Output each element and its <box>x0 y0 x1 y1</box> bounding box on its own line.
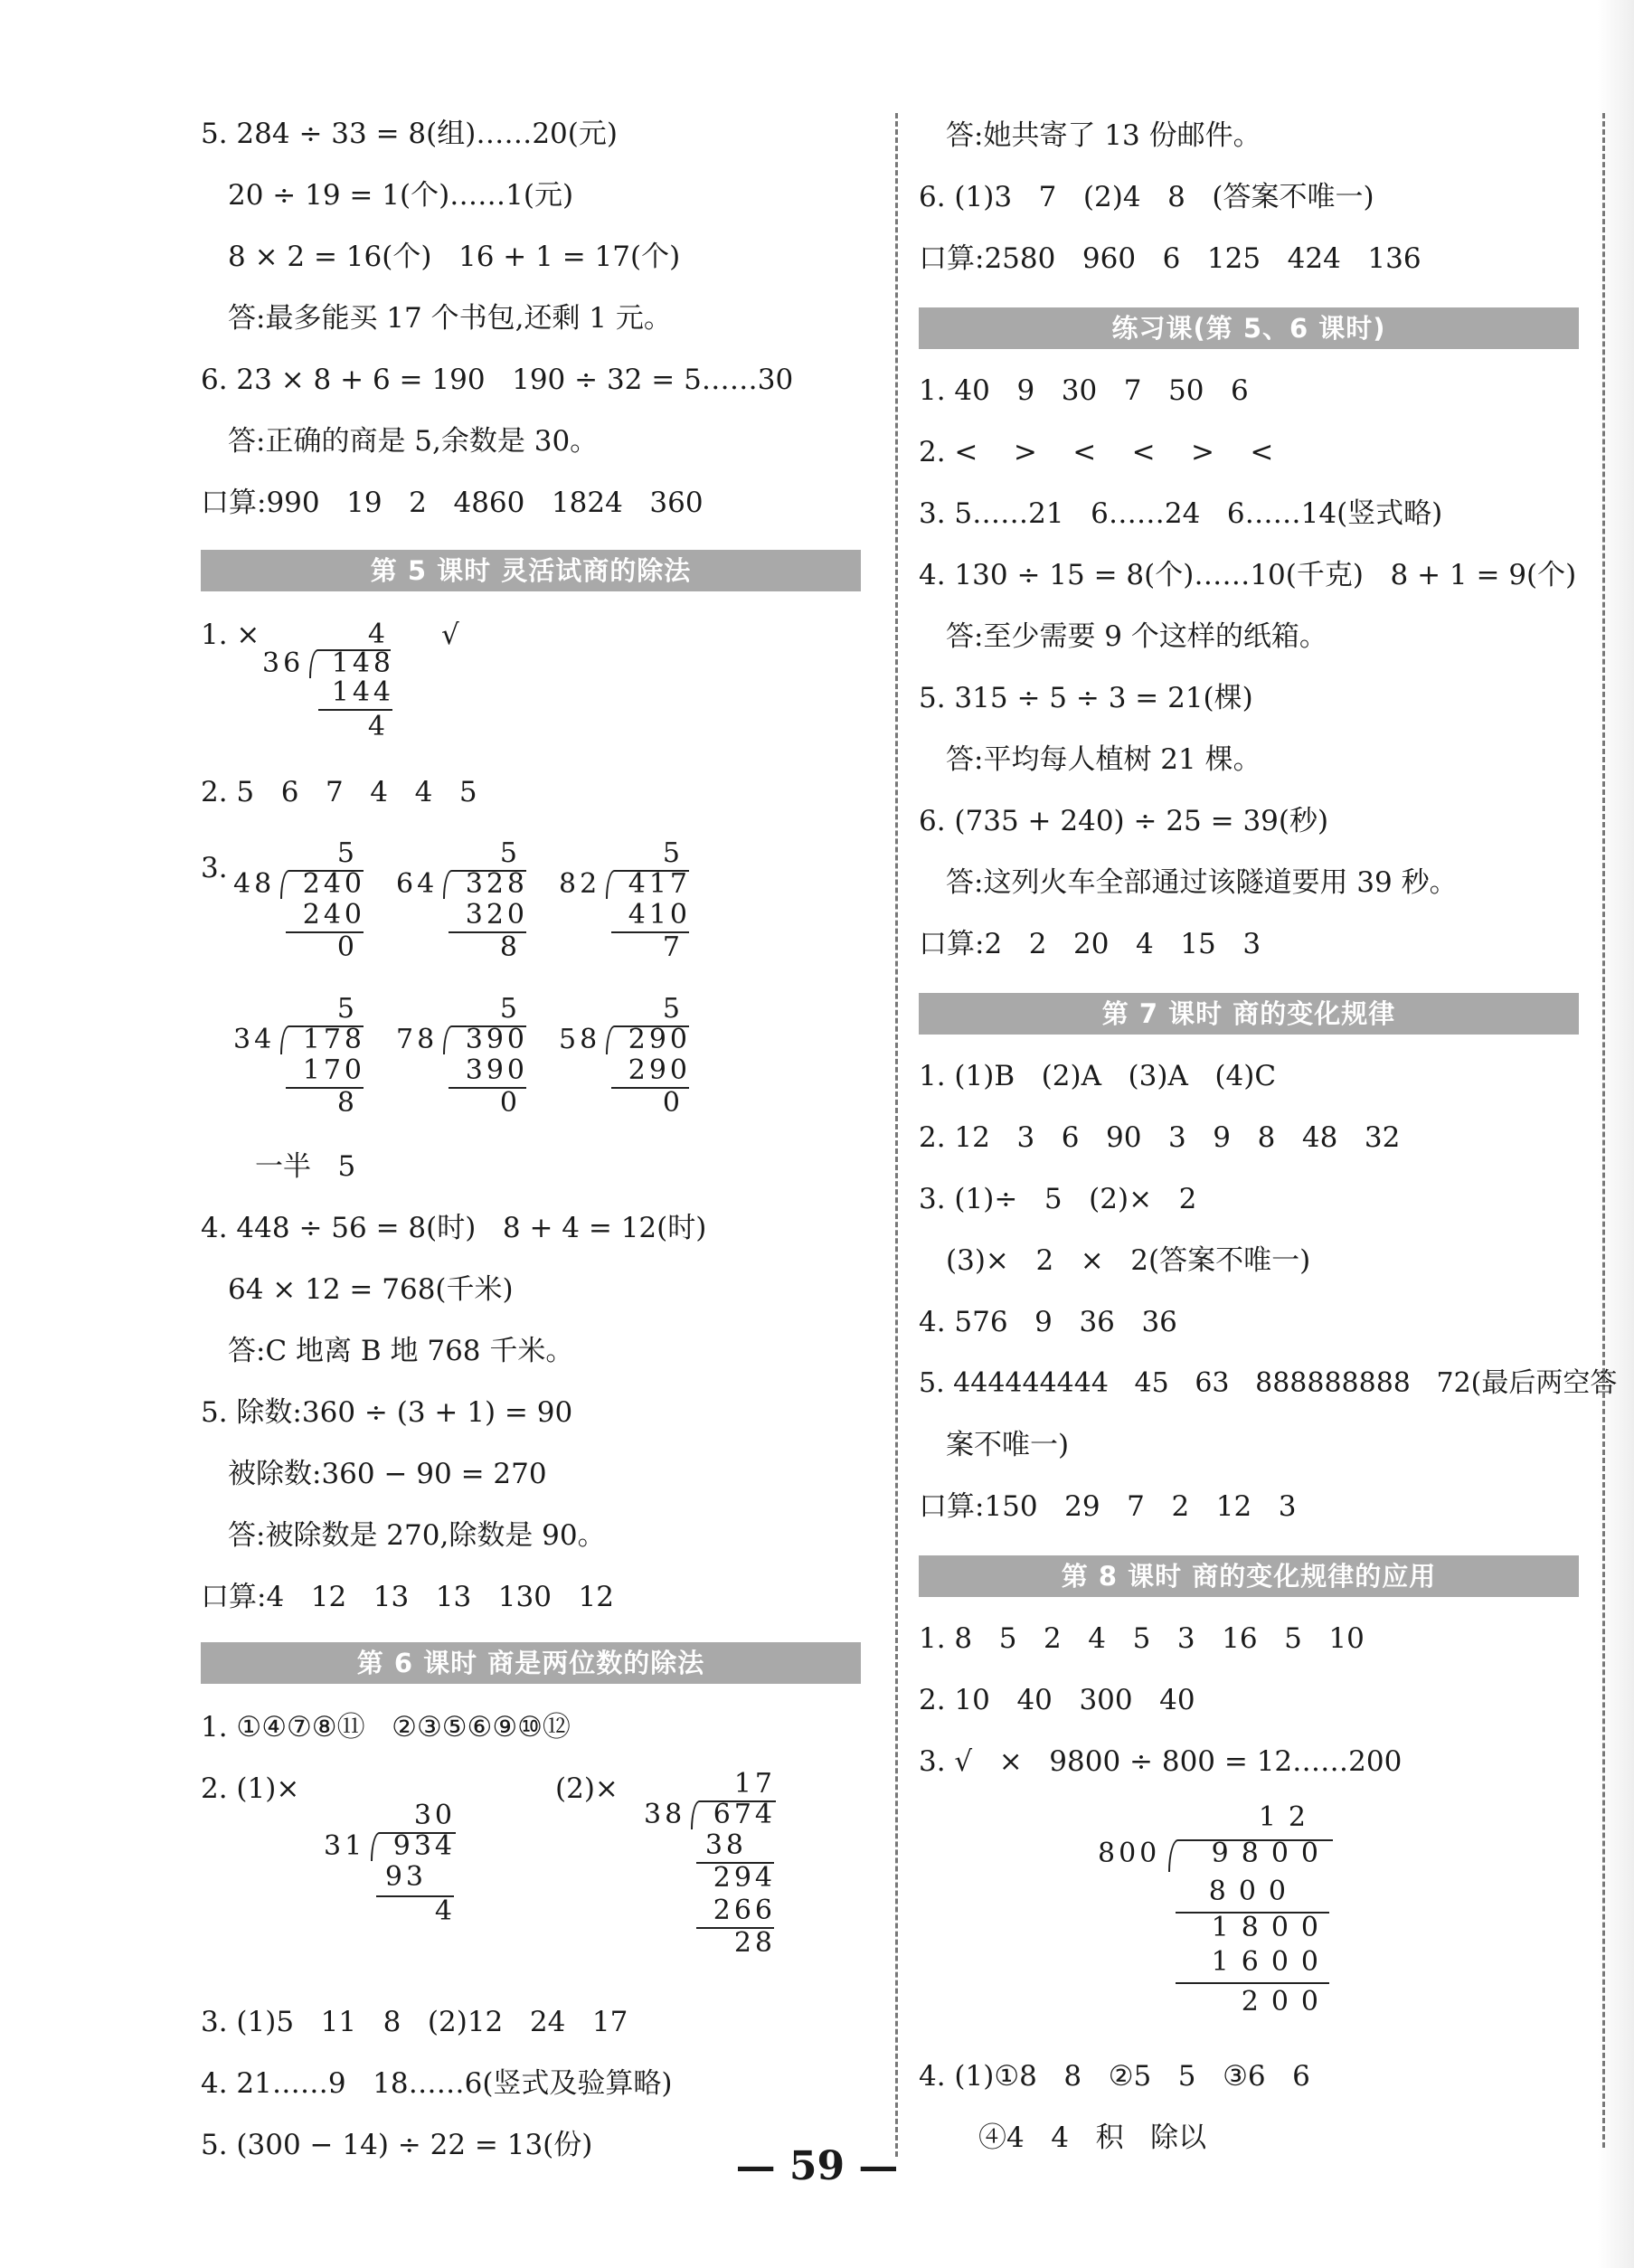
practice-line-4: 4. 130 ÷ 15 = 8(个)……10(千克) 8 + 1 = 9(个) <box>919 559 1577 591</box>
s7-line-2: 2. 12 3 6 90 3 9 8 48 32 <box>919 1121 1401 1154</box>
quotient: 12 <box>1258 1801 1318 1833</box>
practice-line-7: 答:平均每人植树 21 棵。 <box>946 743 1261 776</box>
quotient: 5 <box>336 837 358 869</box>
right-line-2: 6. (1)3 7 (2)4 8 (答案不唯一) <box>919 181 1374 213</box>
s5-q1-mark1: 1. × <box>201 619 260 651</box>
practice-line-3: 3. 5……21 6……24 6……14(竖式略) <box>919 497 1443 530</box>
remainder: 0 <box>336 931 358 963</box>
left-line-2: 20 ÷ 19 = 1(个)……1(元) <box>228 179 574 212</box>
product: 390 <box>465 1054 528 1086</box>
dividend: 290 <box>628 1024 691 1055</box>
s6-line-3: 3. (1)5 11 8 (2)12 24 17 <box>201 2006 628 2038</box>
product: 290 <box>628 1054 691 1086</box>
product: 93 <box>384 1861 427 1893</box>
s6-line-5: 5. (300 − 14) ÷ 22 = 13(份) <box>201 2129 593 2161</box>
product-2: 1600 <box>1211 1946 1331 1978</box>
section-header-lesson7: 第 7 课时 商的变化规律 <box>919 993 1579 1035</box>
divisor: 36 <box>262 647 305 679</box>
quotient: 5 <box>662 993 684 1025</box>
practice-line-5: 答:至少需要 9 个这样的纸箱。 <box>946 620 1327 653</box>
remainder-1: 294 <box>713 1862 776 1894</box>
long-division-s5-q3-5 <box>396 993 532 1123</box>
product-1: 38 <box>704 1829 747 1861</box>
quotient: 5 <box>499 837 521 869</box>
dividend: 674 <box>713 1799 776 1830</box>
dividend: 240 <box>302 868 365 900</box>
product-2: 266 <box>713 1895 776 1926</box>
remainder: 8 <box>499 931 521 963</box>
underline-2 <box>1176 1982 1329 1984</box>
right-line-1: 答:她共寄了 13 份邮件。 <box>946 119 1261 152</box>
divisor: 58 <box>559 1024 601 1055</box>
section-header-lesson8: 第 8 课时 商的变化规律的应用 <box>919 1555 1579 1597</box>
practice-line-10: 口算:2 2 20 4 15 3 <box>919 928 1261 960</box>
practice-line-6: 5. 315 ÷ 5 ÷ 3 = 21(棵) <box>919 682 1253 714</box>
long-division-s5-q3-3 <box>559 837 694 968</box>
divisor: 48 <box>233 868 276 900</box>
remainder: 4 <box>367 711 389 742</box>
dividend: 148 <box>331 647 394 679</box>
long-division-s8 <box>1098 1800 1342 2017</box>
left-line-6: 答:正确的商是 5,余数是 30。 <box>228 425 599 458</box>
left-line-4: 答:最多能买 17 个书包,还剩 1 元。 <box>228 302 672 335</box>
remainder: 0 <box>662 1087 684 1119</box>
s5-line-6: 答:C 地离 B 地 768 千米。 <box>228 1335 574 1367</box>
s6-q2-a: 2. (1)× <box>201 1772 300 1805</box>
s7-line-1: 1. (1)B (2)A (3)A (4)C <box>919 1060 1277 1092</box>
remainder: 7 <box>662 931 684 963</box>
s8-line-4: 4. (1)①8 8 ②5 5 ③6 6 <box>919 2060 1310 2093</box>
long-division-s5-q1 <box>262 619 398 749</box>
left-line-5: 6. 23 × 8 + 6 = 190 190 ÷ 32 = 5……30 <box>201 364 794 396</box>
s5-line-4: 4. 448 ÷ 56 = 8(时) 8 + 4 = 12(时) <box>201 1212 707 1244</box>
s6-q1: 1. ①④⑦⑧⑪ ②③⑤⑥⑨⑩⑫ <box>201 1711 571 1744</box>
dividend: 417 <box>628 868 691 900</box>
divisor: 78 <box>396 1024 439 1055</box>
divisor: 64 <box>396 868 439 900</box>
s6-line-4: 4. 21……9 18……6(竖式及验算略) <box>201 2067 673 2100</box>
s7-line-8: 口算:150 29 7 2 12 3 <box>919 1490 1297 1523</box>
remainder: 8 <box>336 1087 358 1119</box>
s5-line-9: 答:被除数是 270,除数是 90。 <box>228 1519 606 1552</box>
right-line-3: 口算:2580 960 6 125 424 136 <box>919 242 1421 275</box>
practice-line-1: 1. 40 9 30 7 50 6 <box>919 374 1249 407</box>
s5-line-10: 口算:4 12 13 13 130 12 <box>201 1581 614 1613</box>
remainder: 0 <box>499 1087 521 1119</box>
divisor: 31 <box>324 1830 366 1862</box>
dividend: 328 <box>465 868 528 900</box>
quotient: 4 <box>367 619 389 650</box>
dividend: 390 <box>465 1024 528 1055</box>
right-edge-divider <box>1602 113 1605 2148</box>
divisor: 800 <box>1098 1838 1161 1869</box>
remainder-2: 200 <box>1241 1986 1331 2018</box>
remainder-2: 28 <box>733 1927 776 1959</box>
divisor: 82 <box>559 868 601 900</box>
s7-line-7: 案不唯一) <box>946 1429 1070 1461</box>
product: 410 <box>628 899 691 931</box>
s5-line-7: 5. 除数:360 ÷ (3 + 1) = 90 <box>201 1396 573 1429</box>
practice-line-2: 2. < > < < > < <box>919 436 1274 468</box>
remainder: 4 <box>434 1895 456 1927</box>
s8-line-3: 3. √ × 9800 ÷ 800 = 12……200 <box>919 1745 1403 1778</box>
product: 240 <box>302 899 365 931</box>
long-division-s5-q3-2 <box>396 837 532 968</box>
s7-line-6: 5. 444444444 45 63 888888888 72(最后两空答 <box>919 1367 1618 1399</box>
s5-q3-tail: 一半 5 <box>255 1150 356 1183</box>
product-1: 800 <box>1208 1876 1299 1907</box>
practice-line-9: 答:这列火车全部通过该隧道要用 39 秒。 <box>946 866 1458 899</box>
dividend: 934 <box>392 1830 456 1862</box>
long-division-s6-a <box>324 1800 459 1926</box>
s8-line-2: 2. 10 40 300 40 <box>919 1684 1195 1716</box>
long-division-s5-q3-6 <box>559 993 694 1123</box>
quotient: 17 <box>733 1768 776 1800</box>
s5-line-5: 64 × 12 = 768(千米) <box>228 1273 514 1306</box>
s7-line-5: 4. 576 9 36 36 <box>919 1306 1177 1338</box>
long-division-s6-b <box>644 1768 779 1958</box>
long-division-s5-q3-4 <box>233 993 369 1123</box>
s7-line-4: (3)× 2 × 2(答案不唯一) <box>946 1244 1311 1277</box>
left-line-3: 8 × 2 = 16(个) 16 + 1 = 17(个) <box>228 241 681 273</box>
product: 320 <box>465 899 528 931</box>
s5-q2: 2. 5 6 7 4 4 5 <box>201 776 477 808</box>
section-header-lesson6: 第 6 课时 商是两位数的除法 <box>201 1642 861 1684</box>
section-header-lesson5: 第 5 课时 灵活试商的除法 <box>201 550 861 591</box>
product: 170 <box>302 1054 365 1086</box>
divisor: 34 <box>233 1024 276 1055</box>
quotient: 5 <box>662 837 684 869</box>
remainder-1: 1800 <box>1211 1912 1331 1943</box>
s7-line-3: 3. (1)÷ 5 (2)× 2 <box>919 1183 1197 1215</box>
practice-line-8: 6. (735 + 240) ÷ 25 = 39(秒) <box>919 805 1329 837</box>
quotient: 30 <box>413 1800 456 1831</box>
s8-line-5: ④4 4 积 除以 <box>978 2122 1207 2154</box>
page-number: — 59 — <box>735 2143 899 2189</box>
left-line-7: 口算:990 19 2 4860 1824 360 <box>201 487 704 519</box>
dividend: 178 <box>302 1024 365 1055</box>
product: 144 <box>331 676 394 708</box>
quotient: 5 <box>336 993 358 1025</box>
s5-line-8: 被除数:360 − 90 = 270 <box>228 1458 547 1490</box>
quotient: 5 <box>499 993 521 1025</box>
divisor: 38 <box>644 1799 686 1830</box>
s5-q3-label: 3. <box>201 852 228 884</box>
long-division-s5-q3-1 <box>233 837 369 968</box>
s8-line-1: 1. 8 5 2 4 5 3 16 5 10 <box>919 1622 1365 1655</box>
left-line-1: 5. 284 ÷ 33 = 8(组)……20(元) <box>201 118 618 150</box>
column-divider <box>895 113 898 2157</box>
s5-q1-mark2: √ <box>441 619 459 651</box>
s6-q2-b: (2)× <box>555 1772 619 1805</box>
section-header-practice: 练习课(第 5、6 课时) <box>919 307 1579 349</box>
dividend: 9800 <box>1211 1838 1331 1869</box>
